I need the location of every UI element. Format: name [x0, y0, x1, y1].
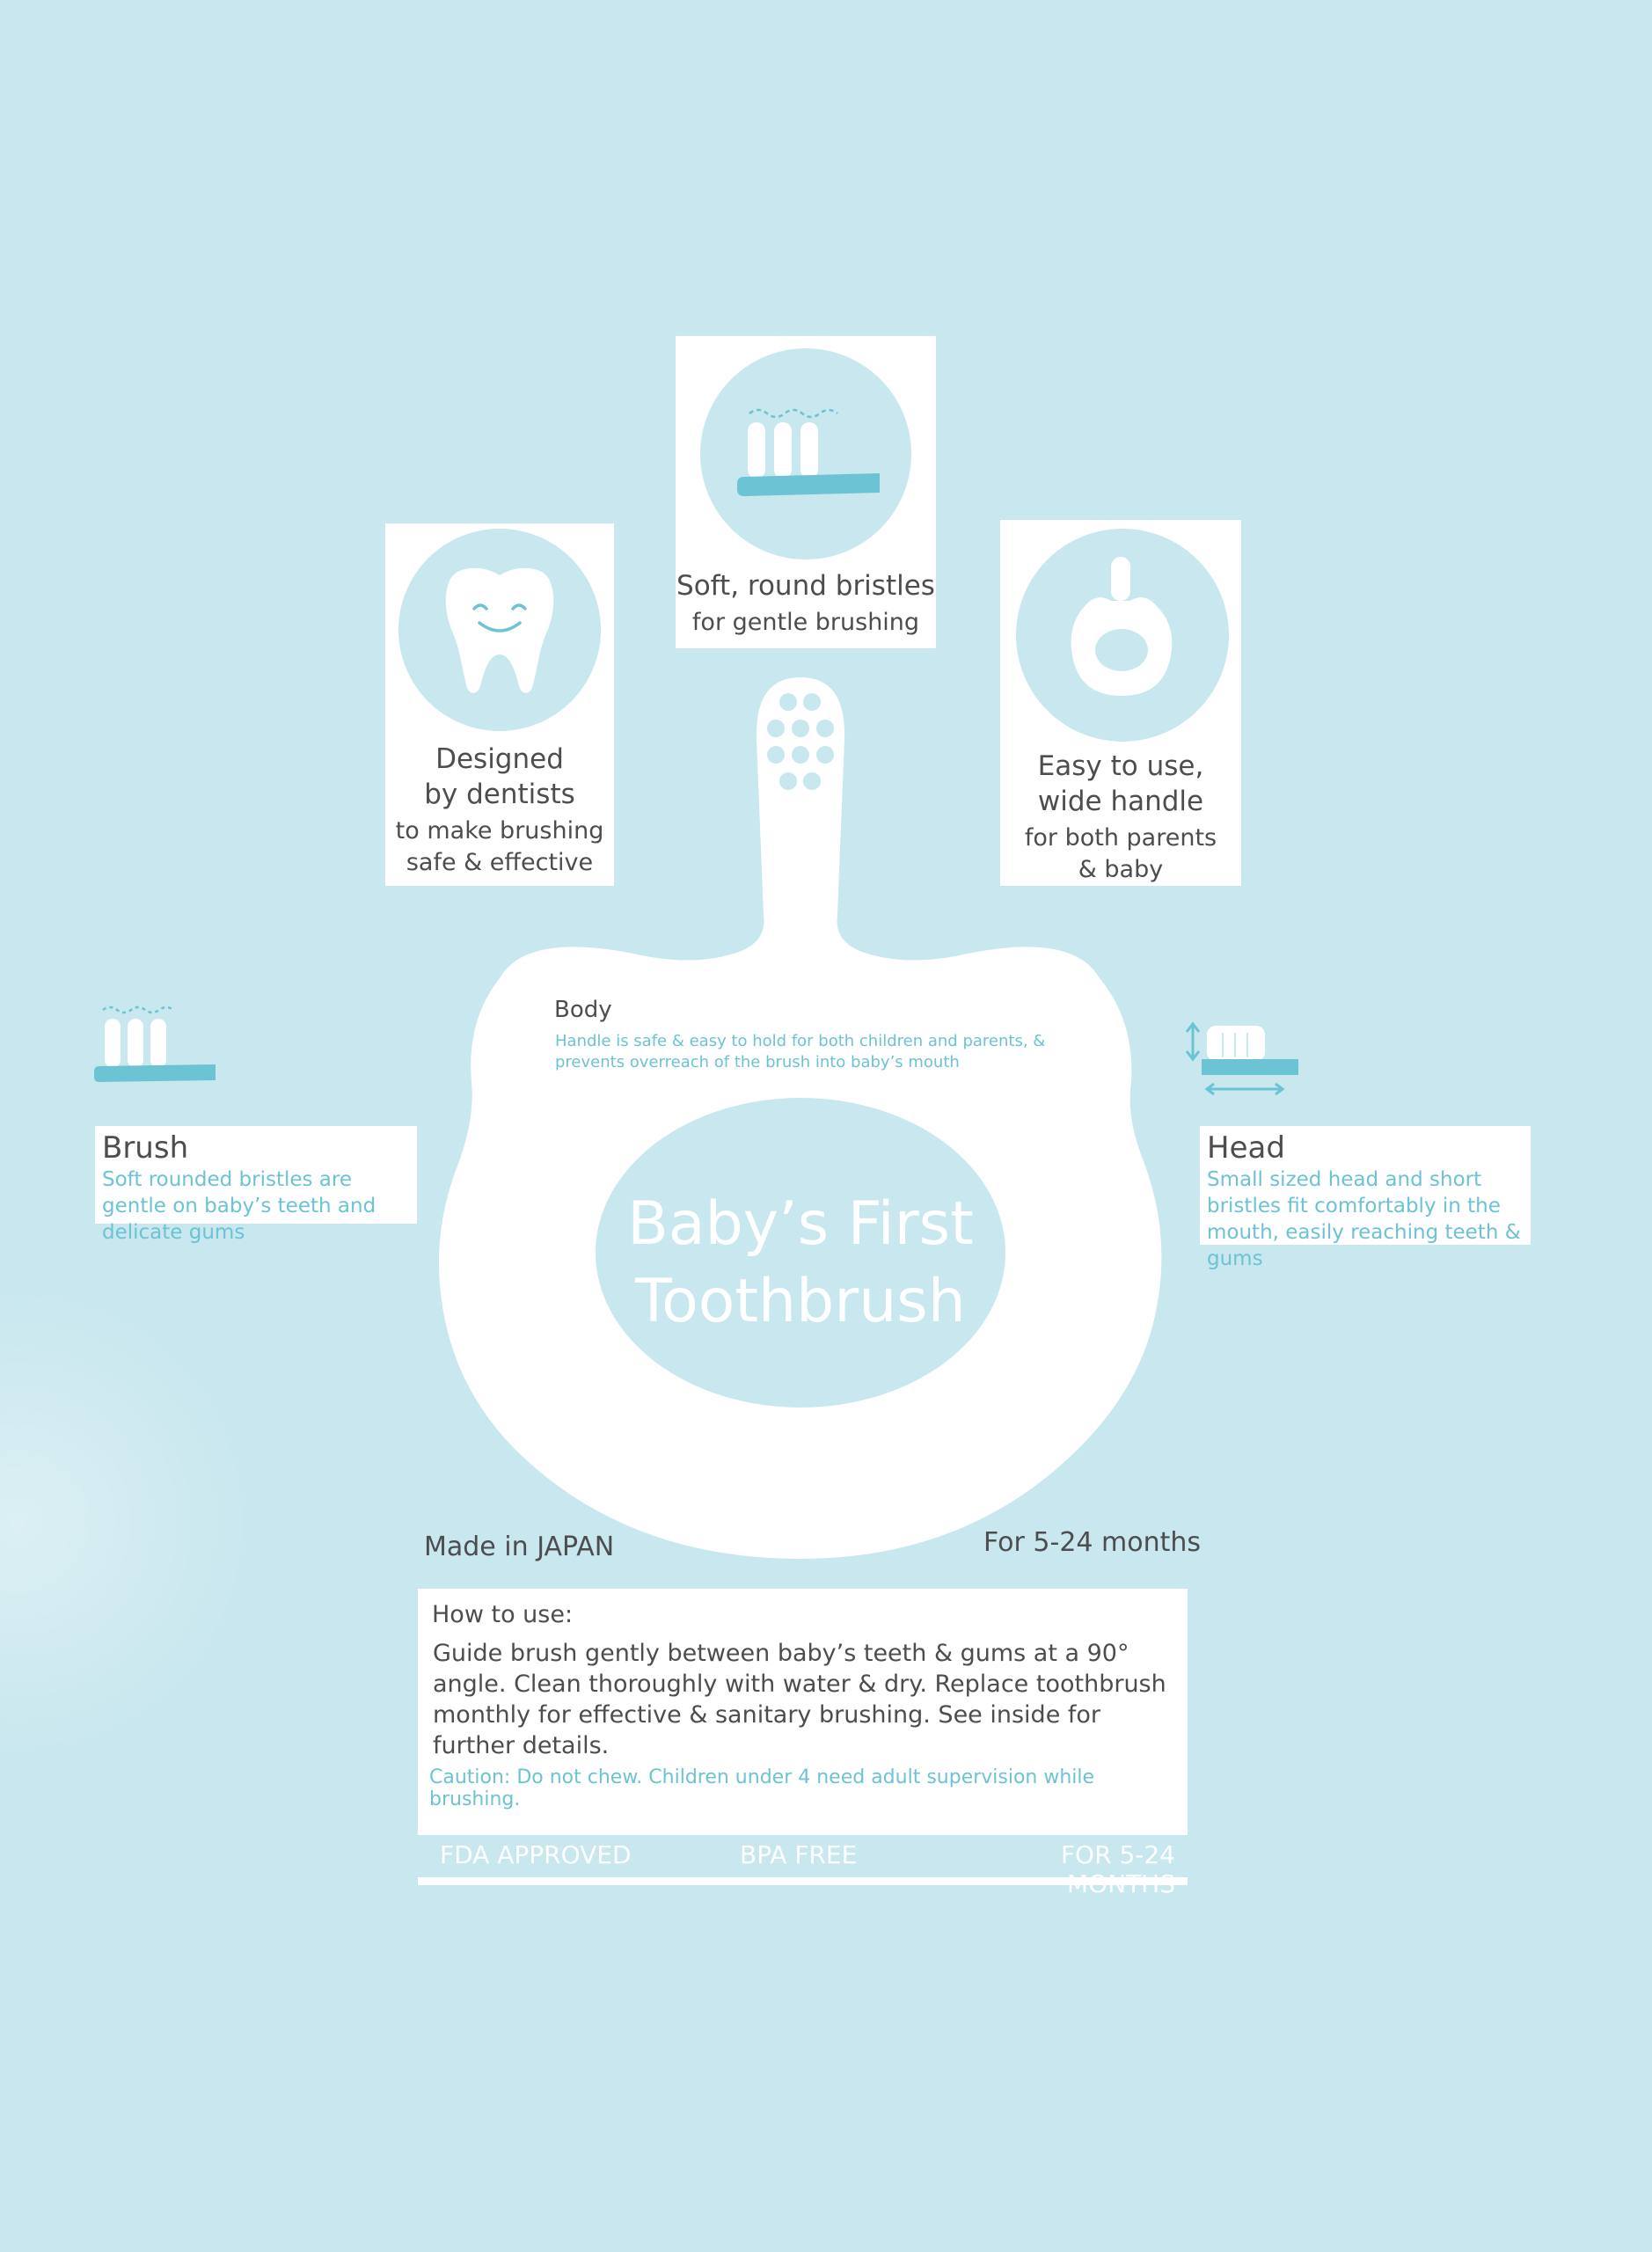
age-range-label: For 5-24 months: [983, 1527, 1202, 1558]
caution-text: Caution: Do not chew. Children under 4 need adult supervision while brushing.: [429, 1766, 1095, 1810]
badge-age: FOR 5-24 MONTHS: [1060, 1840, 1175, 1898]
head-icon: [1184, 1020, 1300, 1100]
head-title: Head: [1207, 1130, 1285, 1166]
brush-icon: [94, 1001, 217, 1086]
instructions-heading: How to use:: [432, 1601, 574, 1628]
feature-subtitle: for both parents & baby: [1024, 824, 1217, 883]
origin-label: Made in JAPAN: [424, 1532, 615, 1562]
body-label: Body: [554, 997, 612, 1023]
brush-title: Brush: [102, 1130, 189, 1166]
feature-title: Easy to use, wide handle: [1037, 750, 1204, 817]
brush-head-dots: [767, 691, 837, 793]
instructions-panel: [418, 1589, 1188, 1835]
dots-icon: [767, 691, 837, 793]
feature-title: Designed by dentists: [424, 743, 575, 810]
product-title: Baby’s First Toothbrush: [627, 1189, 974, 1336]
feature-subtitle: for gentle brushing: [691, 609, 920, 636]
brush-callout: [95, 1126, 417, 1244]
badge-bpa: BPA FREE: [740, 1840, 858, 1869]
body-description: Handle is safe & easy to hold for both children and parents, & prevents overreach of the brush into baby’s mouth: [555, 1032, 1046, 1071]
instructions-text: Guide brush gently between baby’s teeth & gums at a 90° angle. Clean thoroughly with water & dry. Replace toothbrush monthly for effective & sanitary brushing. See inside for further details.: [433, 1640, 1166, 1759]
feature-subtitle: to make brushing safe & effective: [395, 817, 604, 876]
brush-description: Soft rounded bristles are gentle on baby’s teeth and delicate gums: [102, 1168, 376, 1244]
head-callout: [1200, 1126, 1531, 1270]
head-description: Small sized head and short bristles fit comfortably in the mouth, easily reaching teeth & gums: [1207, 1168, 1521, 1270]
feature-title: Soft, round bristles: [676, 570, 935, 602]
badge-fda: FDA APPROVED: [440, 1840, 632, 1869]
badges-strip: [418, 1835, 1188, 1898]
